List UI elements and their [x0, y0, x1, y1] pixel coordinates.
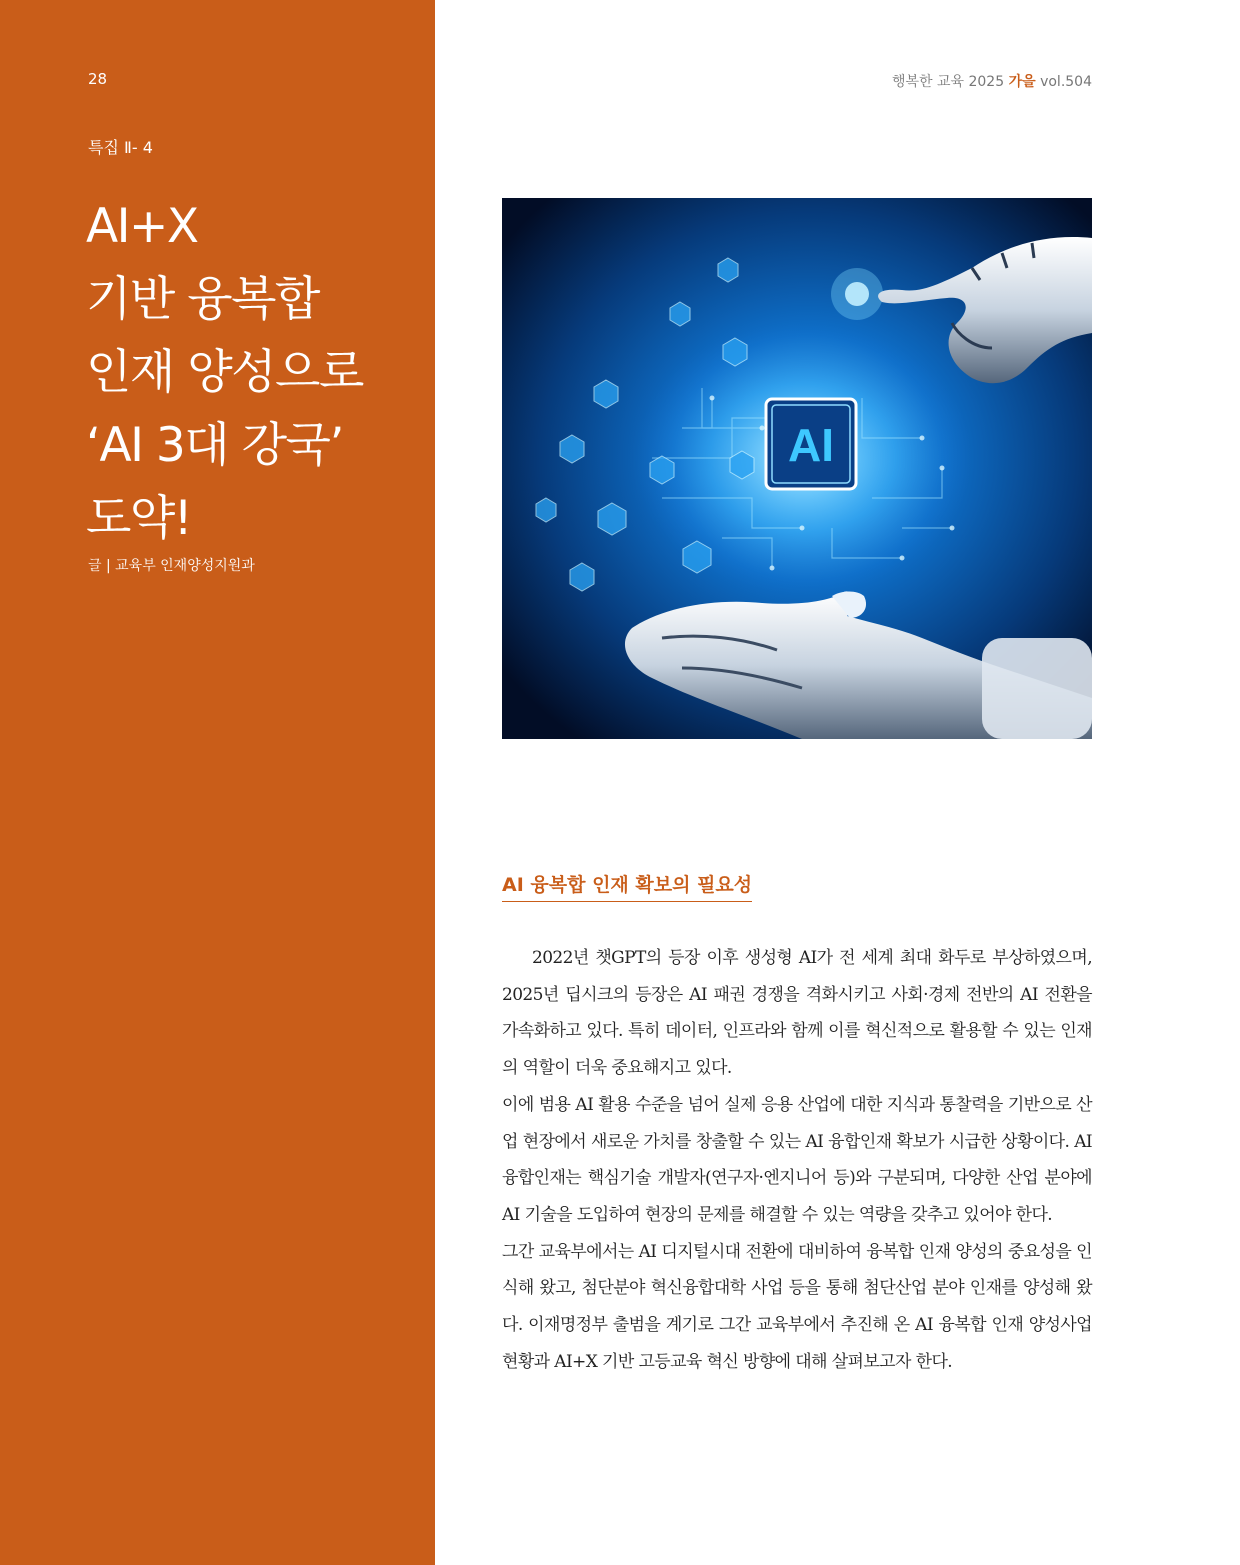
title-line: 인재 양성으로 [86, 345, 363, 400]
running-header [892, 71, 1092, 91]
article-body [502, 940, 1092, 1380]
orange-sidebar [0, 0, 435, 1565]
section-label: 특집 Ⅱ- 4 [88, 138, 153, 157]
ai-badge-text: AI [788, 419, 834, 471]
section-heading: AI 융복합 인재 확보의 필요성 [502, 870, 752, 902]
ai-robot-hands-image [502, 198, 1092, 739]
season-label: 가을 [1008, 74, 1036, 90]
body-paragraph: 2022년 챗GPT의 등장 이후 생성형 AI가 전 세계 최대 화두로 부상하였으며, 2025년 딥시크의 등장은 AI 패권 경쟁을 격화시키고 사회·경제 전반의 AI 전환을 가속화하고 있다. 특히 데이터, 인프라와 함께 이를 혁신적으로 활용할 수 있는 인재의 역할이 더욱 중요해지고 있다. [502, 948, 1092, 1079]
title-line: AI+X [86, 199, 198, 254]
body-paragraph: 그간 교육부에서는 AI 디지털시대 전환에 대비하여 융복합 인재 양성의 중요성을 인식해 왔고, 첨단분야 혁신융합대학 사업 등을 통해 첨단산업 분야 인재를 양성해 왔다. 이재명정부 출범을 계기로 그간 교육부에서 추진해 온 AI 융복합 인재 양성사업 현황과 AI+X 기반 고등교육 혁신 방향에 대해 살펴보고자 한다. [502, 1241, 1092, 1372]
title-line: ‘AI 3대 강국’ [86, 418, 343, 473]
page-number: 28 [88, 70, 108, 88]
magazine-name: 행복한 교육 2025 [891, 74, 1005, 90]
byline: 글 | 교육부 인재양성지원과 [88, 558, 255, 574]
body-paragraph: 이에 범용 AI 활용 수준을 넘어 실제 응용 산업에 대한 지식과 통찰력을 기반으로 산업 현장에서 새로운 가치를 창출할 수 있는 AI 융합인재 확보가 시급한 상황이다. AI 융합인재는 핵심기술 개발자(연구자·엔지니어 등)와 구분되며, 다양한 산업 분야에 AI 기술을 도입하여 현장의 문제를 해결할 수 있는 역량을 갖추고 있어야 한다. [502, 1094, 1092, 1225]
title-line: 도약! [86, 491, 192, 546]
title-line: 기반 융복합 [86, 272, 319, 327]
article-title [86, 190, 426, 555]
volume-number: vol.504 [1040, 74, 1092, 90]
